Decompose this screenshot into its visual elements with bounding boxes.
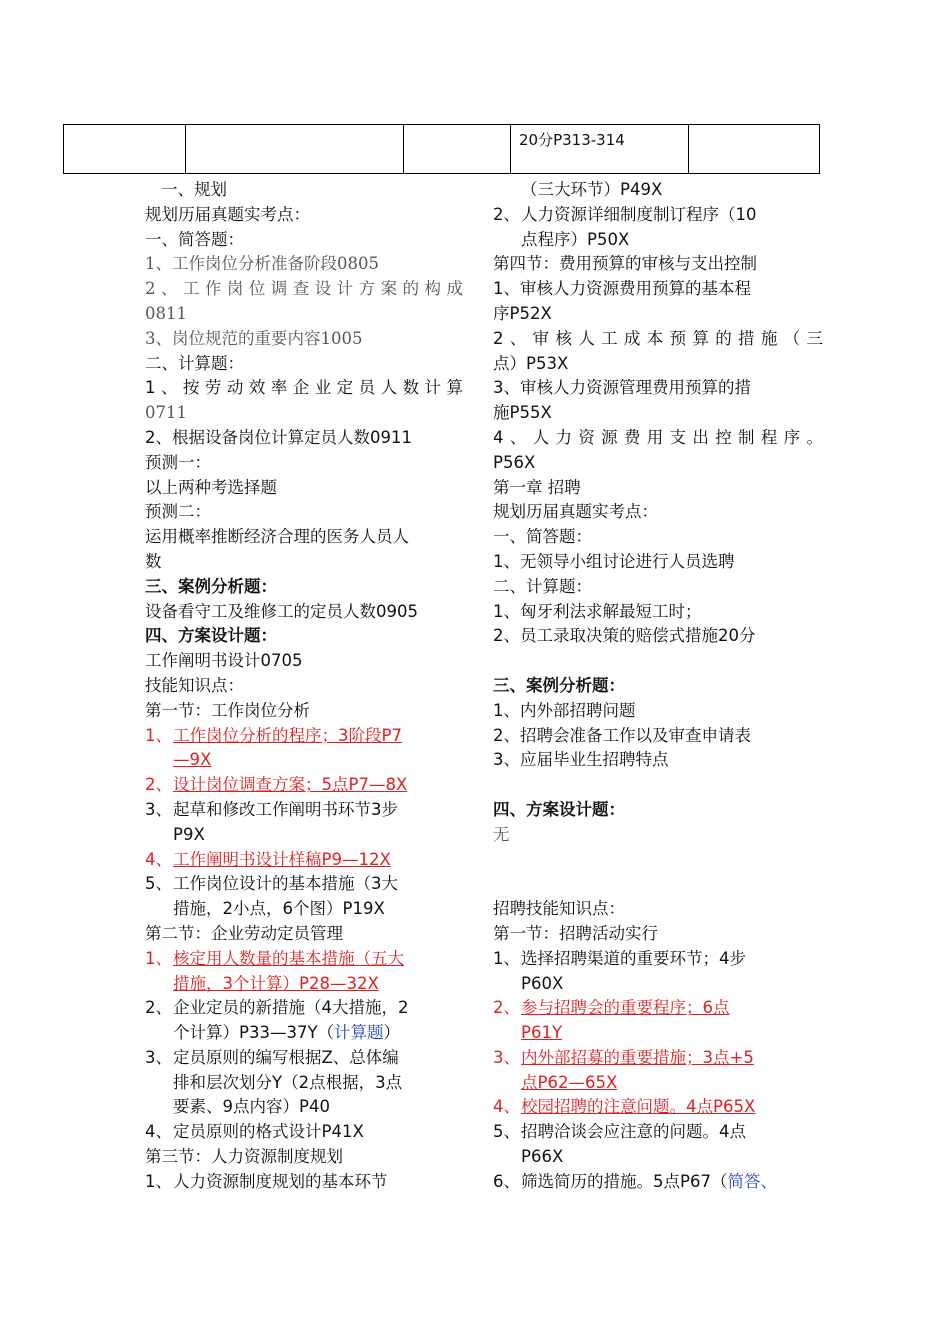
subheading: 规划历届真题实考点： (493, 502, 658, 522)
text-line: 点）P53X (493, 353, 569, 373)
list-item-cont: P60X (521, 973, 564, 993)
subheading: 规划历届真题实考点： (145, 204, 310, 224)
text-line: 设备看守工及维修工的定员人数0905 (145, 601, 418, 621)
item-text: 点P62—65X (521, 1072, 618, 1092)
subheading: 一、简答题： (493, 527, 592, 547)
list-item (145, 1120, 463, 1145)
left-column (145, 178, 463, 1195)
chapter-title: 第一章 招聘 (493, 477, 581, 497)
text-line: 0711 (145, 403, 187, 423)
subheading: 招聘技能知识点： (493, 899, 625, 919)
text-line: 1、工作岗位分析准备阶段0805 (145, 254, 379, 274)
item-text: 工作岗位设计的基本措施（3大 (173, 874, 398, 894)
text-line: 1、审核人力资源费用预算的基本程 (493, 279, 751, 299)
list-item-cont: P9X (173, 824, 205, 844)
text-line: 3、应届毕业生招聘特点 (493, 750, 669, 770)
item-number: 2、 (145, 775, 172, 795)
item-text: 计算题 (334, 1023, 384, 1043)
subheading: 二、计算题： (493, 576, 592, 596)
section-title: 第三节：人力资源制度规划 (145, 1147, 343, 1167)
item-text: 措施，3个计算）P28—32X (173, 973, 379, 993)
text-line: 以上两种考选择题 (145, 477, 277, 497)
list-item (493, 1095, 823, 1120)
list-item-cont: 措施，2小点，6个图）P19X (173, 899, 385, 919)
text-line: 2、员工录取决策的赔偿式措施20分 (493, 626, 756, 646)
text-line: 施P55X (493, 403, 552, 423)
item-text: 校园招聘的注意问题。4点P65X (521, 1097, 756, 1117)
list-item (145, 872, 463, 897)
item-number: 4、 (145, 849, 172, 869)
item-number: 3、 (145, 1047, 172, 1067)
section-heading: 一、规划 (161, 180, 227, 199)
text-line: 技能知识点： (145, 675, 244, 695)
item-text: 定员原则的格式设计P41X (173, 1122, 364, 1142)
item-text: 内外部招募的重要措施；3点+5 (521, 1047, 754, 1067)
text-line: 1、内外部招聘问题 (493, 700, 636, 720)
item-text: 人力资源制度规划的基本环节 (173, 1171, 388, 1191)
item-number: 2、 (493, 204, 520, 224)
list-item (145, 996, 463, 1021)
list-item (493, 1046, 823, 1071)
table-cell (186, 125, 404, 173)
table-cell (404, 125, 511, 173)
section-title: 第一节：工作岗位分析 (145, 700, 310, 720)
list-item-cont: 要素、9点内容）P40 (173, 1097, 330, 1117)
item-text: 起草和修改工作阐明书环节3步 (173, 799, 398, 819)
table-cell (689, 125, 819, 173)
list-item (493, 1120, 823, 1145)
item-text: 简答、 (727, 1171, 777, 1191)
item-text: 核定用人数量的基本措施（五大 (173, 948, 404, 968)
item-number: 5、 (493, 1122, 520, 1142)
text-line: 2、审核人工成本预算的措施（三 (493, 328, 823, 348)
text-line: 序P52X (493, 303, 552, 323)
text-line: 3、审核人力资源管理费用预算的措 (493, 378, 751, 398)
item-number: 6、 (493, 1171, 520, 1191)
item-number: 2、 (493, 998, 520, 1018)
list-item (145, 724, 463, 749)
item-number: 3、 (493, 1047, 520, 1067)
item-number: 4、 (493, 1097, 520, 1117)
list-item-cont (145, 972, 463, 997)
item-text: 工作阐明书设计样稿P9—12X (173, 849, 391, 869)
list-item (493, 203, 823, 228)
text-line: 1、匈牙利法求解最短工时； (493, 601, 702, 621)
text-line: 2、工作岗位调查设计方案的构成 (145, 279, 463, 299)
list-item-cont: （三大环节）P49X (521, 180, 663, 199)
list-item (145, 798, 463, 823)
item-text: 工作岗位分析的程序；3阶段P7 (173, 725, 402, 745)
list-item-cont: P66X (521, 1147, 564, 1167)
item-number: 1、 (145, 948, 172, 968)
text-line: 4、人力资源费用支出控制程序。 (493, 427, 823, 447)
list-item (145, 1046, 463, 1071)
list-item (145, 773, 463, 798)
item-number: 4、 (145, 1122, 172, 1142)
list-item (145, 1170, 463, 1195)
item-number: 3、 (145, 799, 172, 819)
subheading: 三、案例分析题： (493, 675, 625, 695)
list-item (493, 996, 823, 1021)
item-number: 1、 (493, 948, 520, 968)
text-line: 2、根据设备岗位计算定员人数0911 (145, 427, 412, 447)
header-table (63, 124, 820, 174)
list-item-cont: 排和层次划分Y（2点根据，3点 (173, 1072, 403, 1092)
text-line: 预测二： (145, 502, 211, 522)
text-line: 3、岗位规范的重要内容1005 (145, 328, 363, 348)
item-text: 个计算）P33—37Y（ (173, 1023, 335, 1043)
text-line: P56X (493, 452, 536, 472)
list-item (145, 947, 463, 972)
item-text: 定员原则的编写根据Z、总体编 (173, 1047, 399, 1067)
section-title: 第一节：招聘活动实行 (493, 923, 658, 943)
list-item-cont (493, 1071, 823, 1096)
subheading: 四、方案设计题： (145, 626, 277, 646)
text-line: 数 (145, 551, 162, 571)
list-item (493, 947, 823, 972)
text-line: 1、按劳动效率企业定员人数计算 (145, 378, 463, 398)
item-text: 选择招聘渠道的重要环节；4步 (521, 948, 746, 968)
list-item (493, 1170, 823, 1195)
text-line: 1、无领导小组讨论进行人员选聘 (493, 551, 735, 571)
list-item (145, 848, 463, 873)
item-text: 人力资源详细制度制订程序（10 (521, 204, 757, 224)
subheading: 三、案例分析题： (145, 576, 277, 596)
item-text: 招聘洽谈会应注意的问题。4点 (521, 1122, 746, 1142)
text-line: 0811 (145, 303, 187, 323)
item-text: 参与招聘会的重要程序；6点 (521, 998, 730, 1018)
right-column (493, 178, 823, 1195)
list-item-cont (493, 1021, 823, 1046)
item-text: —9X (173, 750, 212, 770)
table-cell: 20分P313-314 (511, 125, 689, 173)
list-item-cont (145, 1021, 463, 1046)
section-title: 第四节：费用预算的审核与支出控制 (493, 254, 757, 274)
table-cell (64, 125, 186, 173)
text-line: 预测一： (145, 452, 211, 472)
item-number: 1、 (145, 725, 172, 745)
section-title: 第二节：企业劳动定员管理 (145, 923, 343, 943)
text-line: 运用概率推断经济合理的医务人员人 (145, 527, 409, 547)
item-text: 设计岗位调查方案；5点P7—8X (173, 775, 408, 795)
text-line: 工作阐明书设计0705 (145, 651, 303, 671)
item-text: 筛选简历的措施。5点P67（ (521, 1171, 728, 1191)
item-number: 5、 (145, 874, 172, 894)
item-text: 企业定员的新措施（4大措施，2 (173, 998, 409, 1018)
item-text: P61Y (521, 1023, 563, 1043)
list-item-cont (145, 748, 463, 773)
item-number: 2、 (145, 998, 172, 1018)
subheading: 四、方案设计题： (493, 799, 625, 819)
subheading: 一、简答题： (145, 229, 244, 249)
subheading: 二、计算题： (145, 353, 244, 373)
text-line: 2、招聘会准备工作以及审查申请表 (493, 725, 751, 745)
list-item-cont: 点程序）P50X (521, 229, 630, 249)
item-text: ） (383, 1023, 401, 1043)
item-number: 1、 (145, 1171, 172, 1191)
text-line: 无 (493, 824, 510, 844)
